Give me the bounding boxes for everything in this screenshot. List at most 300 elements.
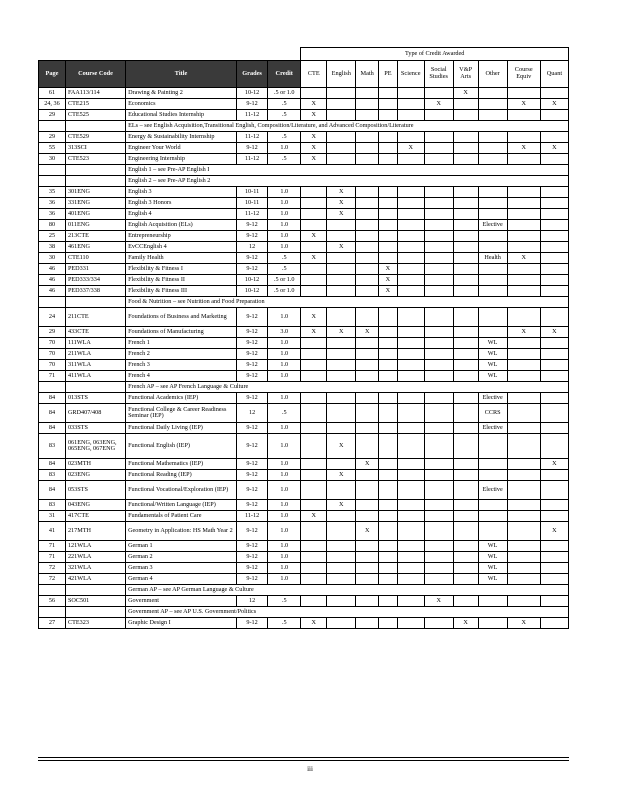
cell-pe xyxy=(379,220,398,231)
cell-equiv xyxy=(507,264,540,275)
cell-other xyxy=(478,459,507,470)
cell-vpa xyxy=(453,522,478,541)
cell-credit: .5 xyxy=(268,132,301,143)
cell-page: 56 xyxy=(39,596,66,607)
cell-equiv xyxy=(507,522,540,541)
cell-title: Functional Reading (IEP) xyxy=(126,470,237,481)
cell-title: German 3 xyxy=(126,563,237,574)
cell-quant: X xyxy=(540,99,568,110)
cell-equiv xyxy=(507,220,540,231)
cell-pe xyxy=(379,198,398,209)
table-row xyxy=(39,154,569,165)
cell-quant xyxy=(540,563,568,574)
cell-title: German 1 xyxy=(126,541,237,552)
cell-equiv xyxy=(507,511,540,522)
cell-eng xyxy=(327,286,356,297)
cell-credit: 1.0 xyxy=(268,541,301,552)
cell-quant: X xyxy=(540,522,568,541)
cell-code: 013STS xyxy=(65,393,125,404)
cell-ss xyxy=(424,264,453,275)
cell-math xyxy=(356,434,379,459)
cell-ss xyxy=(424,253,453,264)
cell-other xyxy=(478,618,507,629)
cell-credit: 1.0 xyxy=(268,552,301,563)
cell-equiv xyxy=(507,470,540,481)
table-row xyxy=(39,99,569,110)
cell-eng xyxy=(327,393,356,404)
cell-pe xyxy=(379,132,398,143)
cell-eng xyxy=(327,143,356,154)
cell-credit: 3.0 xyxy=(268,327,301,338)
cell-other xyxy=(478,500,507,511)
cell-cte: X xyxy=(301,231,327,242)
cell-cte xyxy=(301,198,327,209)
cell-code: 011ENG xyxy=(65,220,125,231)
cell-equiv xyxy=(507,404,540,423)
cell-sci xyxy=(397,99,424,110)
cell-math xyxy=(356,371,379,382)
cell-other xyxy=(478,275,507,286)
column-header: Social Studies xyxy=(424,61,453,88)
cell-other: Elective xyxy=(478,481,507,500)
cell-title: Functional Academics (IEP) xyxy=(126,393,237,404)
cell-credit: 1.0 xyxy=(268,371,301,382)
cell-code: 301ENG xyxy=(65,187,125,198)
cell-equiv xyxy=(507,275,540,286)
cell-page: 27 xyxy=(39,618,66,629)
cell-eng xyxy=(327,618,356,629)
cell-credit: 1.0 xyxy=(268,338,301,349)
cell-other xyxy=(478,198,507,209)
table-row xyxy=(39,88,569,99)
table-row xyxy=(39,618,569,629)
cell-pe xyxy=(379,470,398,481)
cell-vpa xyxy=(453,187,478,198)
cell-credit: .5 xyxy=(268,264,301,275)
cell-math xyxy=(356,481,379,500)
cell-other xyxy=(478,231,507,242)
cell-eng xyxy=(327,596,356,607)
cell-quant xyxy=(540,371,568,382)
cell-pe: X xyxy=(379,264,398,275)
column-header: Course Code xyxy=(65,61,125,88)
cell-eng xyxy=(327,308,356,327)
cell-code: 401ENG xyxy=(65,209,125,220)
cell-quant xyxy=(540,198,568,209)
cell-sci xyxy=(397,574,424,585)
cell-ss xyxy=(424,470,453,481)
cell-title: Foundations of Business and Marketing xyxy=(126,308,237,327)
cell-ss xyxy=(424,132,453,143)
cell-eng: X xyxy=(327,198,356,209)
cell-code: 033STS xyxy=(65,423,125,434)
cell-vpa xyxy=(453,275,478,286)
cell-pe xyxy=(379,459,398,470)
table-body xyxy=(39,88,569,629)
cell-math xyxy=(356,275,379,286)
cell-equiv xyxy=(507,154,540,165)
cell-code: 061ENG, 063ENG, 065ENG, 067ENG xyxy=(65,434,125,459)
cell-page: 71 xyxy=(39,371,66,382)
cell-title: Functional/Written Language (IEP) xyxy=(126,500,237,511)
cell-equiv xyxy=(507,459,540,470)
cell-other xyxy=(478,286,507,297)
table-row xyxy=(39,404,569,423)
cell-pe xyxy=(379,563,398,574)
cell-title: Family Health xyxy=(126,253,237,264)
cell-cte: X xyxy=(301,511,327,522)
cell-cte: X xyxy=(301,154,327,165)
see-also-row xyxy=(39,607,569,618)
cell-vpa: X xyxy=(453,618,478,629)
cell-pe xyxy=(379,522,398,541)
cell-pe xyxy=(379,618,398,629)
cell-grades: 9-12 xyxy=(237,338,268,349)
cell-ss xyxy=(424,360,453,371)
cell-cte xyxy=(301,187,327,198)
see-also-row xyxy=(39,176,569,187)
cell-cte xyxy=(301,500,327,511)
empty-cell xyxy=(65,121,125,132)
cell-sci xyxy=(397,404,424,423)
cell-page: 29 xyxy=(39,110,66,121)
empty-cell xyxy=(39,607,66,618)
cell-code: CTE110 xyxy=(65,253,125,264)
cell-quant xyxy=(540,308,568,327)
cell-eng xyxy=(327,99,356,110)
cell-vpa xyxy=(453,253,478,264)
cell-math xyxy=(356,209,379,220)
cell-vpa xyxy=(453,132,478,143)
cell-title: Functional Mathematics (IEP) xyxy=(126,459,237,470)
cell-code: 313SCI xyxy=(65,143,125,154)
cell-title: Economics xyxy=(126,99,237,110)
cell-grades: 9-12 xyxy=(237,470,268,481)
cell-equiv xyxy=(507,286,540,297)
cell-sci xyxy=(397,220,424,231)
header-type-row xyxy=(39,48,569,61)
cell-other xyxy=(478,187,507,198)
cell-page: 29 xyxy=(39,132,66,143)
cell-math xyxy=(356,349,379,360)
cell-equiv xyxy=(507,371,540,382)
cell-cte xyxy=(301,286,327,297)
cell-grades: 11-12 xyxy=(237,154,268,165)
table-row xyxy=(39,231,569,242)
cell-credit: 1.0 xyxy=(268,500,301,511)
table-row xyxy=(39,481,569,500)
cell-code: 043ENG xyxy=(65,500,125,511)
cell-sci xyxy=(397,371,424,382)
cell-credit: .5 xyxy=(268,99,301,110)
cell-ss xyxy=(424,541,453,552)
cell-page: 36 xyxy=(39,209,66,220)
cell-other xyxy=(478,264,507,275)
cell-vpa xyxy=(453,110,478,121)
cell-credit: .5 or 1.0 xyxy=(268,88,301,99)
cell-code: CTE523 xyxy=(65,154,125,165)
cell-title: EvCCEnglish 4 xyxy=(126,242,237,253)
table-row xyxy=(39,143,569,154)
cell-quant xyxy=(540,132,568,143)
cell-quant xyxy=(540,500,568,511)
cell-title: Educational Studies Internship xyxy=(126,110,237,121)
cell-math xyxy=(356,404,379,423)
column-header: Credit xyxy=(268,61,301,88)
cell-vpa xyxy=(453,198,478,209)
page-number: iii xyxy=(307,765,313,773)
empty-cell xyxy=(39,585,66,596)
cell-page: 70 xyxy=(39,360,66,371)
cell-credit: .5 xyxy=(268,404,301,423)
cell-other: WL xyxy=(478,541,507,552)
cell-vpa xyxy=(453,541,478,552)
cell-cte: X xyxy=(301,618,327,629)
cell-eng: X xyxy=(327,327,356,338)
cell-sci xyxy=(397,88,424,99)
cell-cte xyxy=(301,481,327,500)
cell-equiv xyxy=(507,563,540,574)
cell-equiv xyxy=(507,242,540,253)
see-also-note: German AP – see AP German Language & Culture xyxy=(126,585,569,596)
cell-pe xyxy=(379,511,398,522)
cell-grades: 11-12 xyxy=(237,110,268,121)
cell-page: 46 xyxy=(39,286,66,297)
cell-sci xyxy=(397,253,424,264)
cell-ss: X xyxy=(424,596,453,607)
cell-cte xyxy=(301,371,327,382)
cell-title: French 4 xyxy=(126,371,237,382)
cell-vpa xyxy=(453,574,478,585)
cell-sci xyxy=(397,187,424,198)
cell-pe xyxy=(379,231,398,242)
cell-sci xyxy=(397,500,424,511)
cell-eng xyxy=(327,220,356,231)
cell-cte xyxy=(301,552,327,563)
cell-sci xyxy=(397,132,424,143)
cell-ss xyxy=(424,618,453,629)
cell-code: 321WLA xyxy=(65,563,125,574)
cell-quant xyxy=(540,286,568,297)
cell-title: English 4 xyxy=(126,209,237,220)
cell-sci xyxy=(397,209,424,220)
column-header: Title xyxy=(126,61,237,88)
cell-ss xyxy=(424,511,453,522)
cell-eng xyxy=(327,349,356,360)
see-also-note: French AP – see AP French Language & Culture xyxy=(126,382,569,393)
table-row xyxy=(39,349,569,360)
cell-grades: 12 xyxy=(237,242,268,253)
cell-pe xyxy=(379,349,398,360)
cell-equiv: X xyxy=(507,143,540,154)
cell-equiv xyxy=(507,338,540,349)
cell-title: Government xyxy=(126,596,237,607)
cell-sci xyxy=(397,338,424,349)
cell-page: 24 xyxy=(39,308,66,327)
cell-grades: 9-12 xyxy=(237,308,268,327)
cell-title: Drawing & Painting 2 xyxy=(126,88,237,99)
cell-title: English 3 xyxy=(126,187,237,198)
cell-pe xyxy=(379,209,398,220)
cell-cte xyxy=(301,434,327,459)
cell-equiv: X xyxy=(507,99,540,110)
cell-math xyxy=(356,308,379,327)
cell-vpa xyxy=(453,338,478,349)
cell-code: CTE323 xyxy=(65,618,125,629)
cell-credit: 1.0 xyxy=(268,308,301,327)
cell-credit: 1.0 xyxy=(268,459,301,470)
see-also-note: English 1 – see Pre-AP English I xyxy=(126,165,569,176)
cell-quant xyxy=(540,404,568,423)
cell-eng xyxy=(327,275,356,286)
see-also-note: Food & Nutrition – see Nutrition and Food Preparation xyxy=(126,297,569,308)
cell-grades: 9-12 xyxy=(237,500,268,511)
cell-math xyxy=(356,143,379,154)
cell-sci xyxy=(397,434,424,459)
cell-cte: X xyxy=(301,308,327,327)
cell-math xyxy=(356,618,379,629)
cell-cte: X xyxy=(301,132,327,143)
cell-quant xyxy=(540,393,568,404)
cell-eng xyxy=(327,110,356,121)
column-header: Course Equiv xyxy=(507,61,540,88)
cell-equiv xyxy=(507,132,540,143)
cell-page: 29 xyxy=(39,327,66,338)
table-row xyxy=(39,371,569,382)
cell-credit: 1.0 xyxy=(268,522,301,541)
cell-sci xyxy=(397,511,424,522)
cell-math xyxy=(356,220,379,231)
cell-eng xyxy=(327,574,356,585)
cell-math xyxy=(356,286,379,297)
cell-ss xyxy=(424,500,453,511)
cell-sci xyxy=(397,552,424,563)
cell-ss xyxy=(424,143,453,154)
cell-cte xyxy=(301,242,327,253)
cell-title: Geometry in Application: HS Math Year 2 xyxy=(126,522,237,541)
column-header: Science xyxy=(397,61,424,88)
cell-sci xyxy=(397,541,424,552)
cell-eng xyxy=(327,522,356,541)
cell-other: Elective xyxy=(478,393,507,404)
table-row xyxy=(39,327,569,338)
cell-quant xyxy=(540,242,568,253)
cell-vpa xyxy=(453,434,478,459)
cell-vpa xyxy=(453,264,478,275)
cell-math xyxy=(356,563,379,574)
cell-equiv: X xyxy=(507,327,540,338)
cell-cte xyxy=(301,459,327,470)
cell-grades: 10-11 xyxy=(237,187,268,198)
cell-other: Elective xyxy=(478,423,507,434)
cell-vpa xyxy=(453,154,478,165)
cell-cte xyxy=(301,264,327,275)
cell-page: 80 xyxy=(39,220,66,231)
cell-ss xyxy=(424,220,453,231)
cell-title: French 2 xyxy=(126,349,237,360)
cell-equiv xyxy=(507,349,540,360)
cell-ss xyxy=(424,231,453,242)
cell-sci xyxy=(397,596,424,607)
cell-ss xyxy=(424,481,453,500)
cell-code: FAA113/114 xyxy=(65,88,125,99)
see-also-row xyxy=(39,165,569,176)
cell-eng xyxy=(327,481,356,500)
column-header: PE xyxy=(379,61,398,88)
cell-credit: 1.0 xyxy=(268,360,301,371)
cell-sci xyxy=(397,286,424,297)
cell-sci xyxy=(397,327,424,338)
cell-ss xyxy=(424,198,453,209)
cell-code: 417CTE xyxy=(65,511,125,522)
table-row xyxy=(39,275,569,286)
cell-ss xyxy=(424,242,453,253)
table-row xyxy=(39,360,569,371)
cell-vpa xyxy=(453,99,478,110)
cell-quant xyxy=(540,253,568,264)
cell-grades: 9-12 xyxy=(237,327,268,338)
table-row xyxy=(39,423,569,434)
cell-eng xyxy=(327,511,356,522)
cell-cte xyxy=(301,574,327,585)
see-also-row xyxy=(39,297,569,308)
cell-page: 46 xyxy=(39,275,66,286)
cell-page: 84 xyxy=(39,393,66,404)
cell-math xyxy=(356,198,379,209)
cell-title: Flexibility & Fitness II xyxy=(126,275,237,286)
cell-pe xyxy=(379,500,398,511)
cell-credit: .5 xyxy=(268,618,301,629)
cell-equiv xyxy=(507,110,540,121)
cell-equiv xyxy=(507,434,540,459)
table-row xyxy=(39,110,569,121)
table-row xyxy=(39,500,569,511)
cell-quant xyxy=(540,187,568,198)
cell-vpa xyxy=(453,404,478,423)
cell-ss xyxy=(424,187,453,198)
cell-credit: 1.0 xyxy=(268,511,301,522)
cell-pe xyxy=(379,552,398,563)
cell-credit: 1.0 xyxy=(268,242,301,253)
cell-quant xyxy=(540,349,568,360)
cell-equiv xyxy=(507,552,540,563)
cell-sci xyxy=(397,470,424,481)
cell-pe xyxy=(379,242,398,253)
cell-other xyxy=(478,522,507,541)
cell-eng xyxy=(327,552,356,563)
cell-title: English Acquisition (ELs) xyxy=(126,220,237,231)
cell-quant xyxy=(540,434,568,459)
see-also-note: English 2 – see Pre-AP English 2 xyxy=(126,176,569,187)
cell-credit: .5 or 1.0 xyxy=(268,275,301,286)
cell-equiv xyxy=(507,500,540,511)
empty-cell xyxy=(65,382,125,393)
cell-grades: 11-12 xyxy=(237,209,268,220)
cell-code: 217MTH xyxy=(65,522,125,541)
cell-ss xyxy=(424,522,453,541)
cell-grades: 9-12 xyxy=(237,371,268,382)
cell-math xyxy=(356,242,379,253)
empty-cell xyxy=(65,607,125,618)
cell-math xyxy=(356,187,379,198)
cell-credit: .5 xyxy=(268,596,301,607)
table-row xyxy=(39,286,569,297)
cell-cte: X xyxy=(301,99,327,110)
see-also-row xyxy=(39,585,569,596)
cell-pe xyxy=(379,308,398,327)
cell-credit: .5 xyxy=(268,110,301,121)
cell-credit: 1.0 xyxy=(268,481,301,500)
